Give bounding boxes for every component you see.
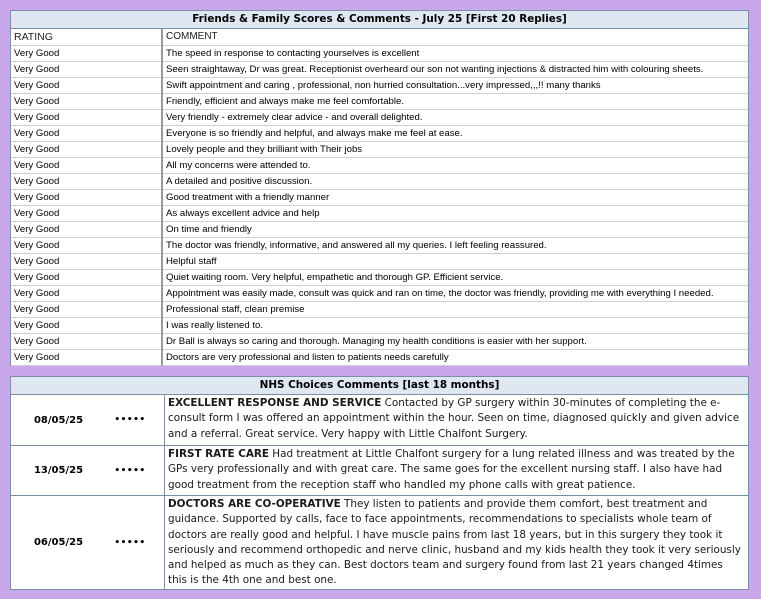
review-text: [165, 496, 748, 589]
comment-cell: I was really listened to.: [162, 317, 748, 333]
comment-cell: Everyone is so friendly and helpful, and always make me feel at ease.: [162, 125, 748, 141]
review-star-rating: •••••: [96, 496, 165, 589]
comment-cell: Helpful staff: [162, 253, 748, 269]
review-row: [11, 446, 748, 496]
friends-family-panel: [10, 10, 749, 366]
rating-cell: Very Good: [11, 237, 162, 253]
review-text: [165, 446, 748, 495]
table-row: [11, 61, 748, 77]
table-row: [11, 93, 748, 109]
rating-cell: Very Good: [11, 349, 162, 365]
friends-family-table: [11, 29, 748, 366]
table-row: [11, 301, 748, 317]
comment-cell: Good treatment with a friendly manner: [162, 189, 748, 205]
rating-cell: Very Good: [11, 93, 162, 109]
comment-cell: The doctor was friendly, informative, and answered all my queries. I left feeling reassured.: [162, 237, 748, 253]
rating-cell: Very Good: [11, 317, 162, 333]
nhs-reviews-list: [11, 395, 748, 589]
table-row: [11, 349, 748, 365]
comment-cell: The speed in response to contacting yourselves is excellent: [162, 45, 748, 61]
table-row: [11, 141, 748, 157]
comment-column-header: COMMENT: [162, 29, 748, 45]
table-header-row: [11, 29, 748, 45]
review-headline: FIRST RATE CARE: [168, 448, 269, 460]
rating-cell: Very Good: [11, 141, 162, 157]
table-row: [11, 237, 748, 253]
review-body: Contacted by GP surgery within 30-minutes of completing the e-consult form I was offered an appointment within the hour. Seen on time, diagnosed quickly and given advice and a referral. Great service. Very happy with Little Chalfont Surgery.: [168, 397, 740, 440]
review-text: [165, 395, 748, 445]
comment-cell: Dr Ball is always so caring and thorough. Managing my health conditions is easier with her support.: [162, 333, 748, 349]
review-headline: DOCTORS ARE CO-OPERATIVE: [168, 498, 341, 510]
table-row: [11, 333, 748, 349]
comment-cell: Swift appointment and caring , professional, non hurried consultation...very impressed,,,!! many thanks: [162, 77, 748, 93]
review-headline: EXCELLENT RESPONSE AND SERVICE: [168, 397, 382, 409]
review-star-rating: •••••: [96, 446, 165, 495]
comment-cell: A detailed and positive discussion.: [162, 173, 748, 189]
rating-cell: Very Good: [11, 221, 162, 237]
comment-cell: Doctors are very professional and listen to patients needs carefully: [162, 349, 748, 365]
rating-cell: Very Good: [11, 285, 162, 301]
table-row: [11, 317, 748, 333]
rating-cell: Very Good: [11, 333, 162, 349]
review-body: Had treatment at Little Chalfont surgery for a lung related illness and was treated by the GPs very professionally and with great care. The same goes for the excellent nursing staff. I also have had good treatment from the reception staff who handled my phone calls with great patience.: [168, 448, 735, 491]
comment-cell: Very friendly - extremely clear advice - and overall delighted.: [162, 109, 748, 125]
table-row: [11, 205, 748, 221]
table-row: [11, 125, 748, 141]
comment-cell: Appointment was easily made, consult was quick and ran on time, the doctor was friendly, providing me with everything I needed.: [162, 285, 748, 301]
review-star-rating: •••••: [96, 395, 165, 445]
review-date: 08/05/25: [33, 414, 84, 426]
rating-cell: Very Good: [11, 205, 162, 221]
nhs-choices-panel: [10, 376, 749, 590]
comment-cell: Friendly, efficient and always make me feel comfortable.: [162, 93, 748, 109]
table-row: [11, 173, 748, 189]
review-row: [11, 395, 748, 446]
table-row: [11, 285, 748, 301]
table-row: [11, 253, 748, 269]
comment-cell: Professional staff, clean premise: [162, 301, 748, 317]
rating-cell: Very Good: [11, 125, 162, 141]
comment-cell: All my concerns were attended to.: [162, 157, 748, 173]
comment-cell: On time and friendly: [162, 221, 748, 237]
rating-cell: Very Good: [11, 45, 162, 61]
rating-cell: Very Good: [11, 253, 162, 269]
table-row: [11, 269, 748, 285]
comment-cell: As always excellent advice and help: [162, 205, 748, 221]
review-date: 06/05/25: [33, 537, 84, 548]
rating-cell: Very Good: [11, 157, 162, 173]
rating-column-header: RATING: [11, 29, 162, 45]
review-body: They listen to patients and provide them comfort, best treatment and guidance. Supported by calls, face to face appointments, recommendations to specialists whole team of doctors are really good and helpful. I have muscle pains from last 18 years, but in this surgery they took it seriously and recommend orthopedic and nerve clinic, husband and my kids health they took it very seriously and helped as much as they can. Best doctors team and surgery found from last 21 years changed 4times this is the 4th one and best one.: [168, 498, 741, 587]
review-row: [11, 496, 748, 589]
table-row: [11, 109, 748, 125]
rating-cell: Very Good: [11, 61, 162, 77]
rating-cell: Very Good: [11, 269, 162, 285]
review-date: 13/05/25: [33, 465, 84, 476]
comment-cell: Seen straightaway, Dr was great. Receptionist overheard our son not wanting injections & distracted him with colouring sheets.: [162, 61, 748, 77]
table-row: [11, 45, 748, 61]
table-row: [11, 189, 748, 205]
rating-cell: Very Good: [11, 109, 162, 125]
friends-family-title: Friends & Family Scores & Comments - July 25 [First 20 Replies]: [11, 11, 748, 29]
table-row: [11, 77, 748, 93]
rating-cell: Very Good: [11, 77, 162, 93]
rating-cell: Very Good: [11, 173, 162, 189]
table-row: [11, 157, 748, 173]
nhs-choices-title: NHS Choices Comments [last 18 months]: [11, 377, 748, 395]
comment-cell: Quiet waiting room. Very helpful, empathetic and thorough GP. Efficient service.: [162, 269, 748, 285]
comment-cell: Lovely people and they brilliant with Their jobs: [162, 141, 748, 157]
rating-cell: Very Good: [11, 189, 162, 205]
rating-cell: Very Good: [11, 301, 162, 317]
table-row: [11, 221, 748, 237]
